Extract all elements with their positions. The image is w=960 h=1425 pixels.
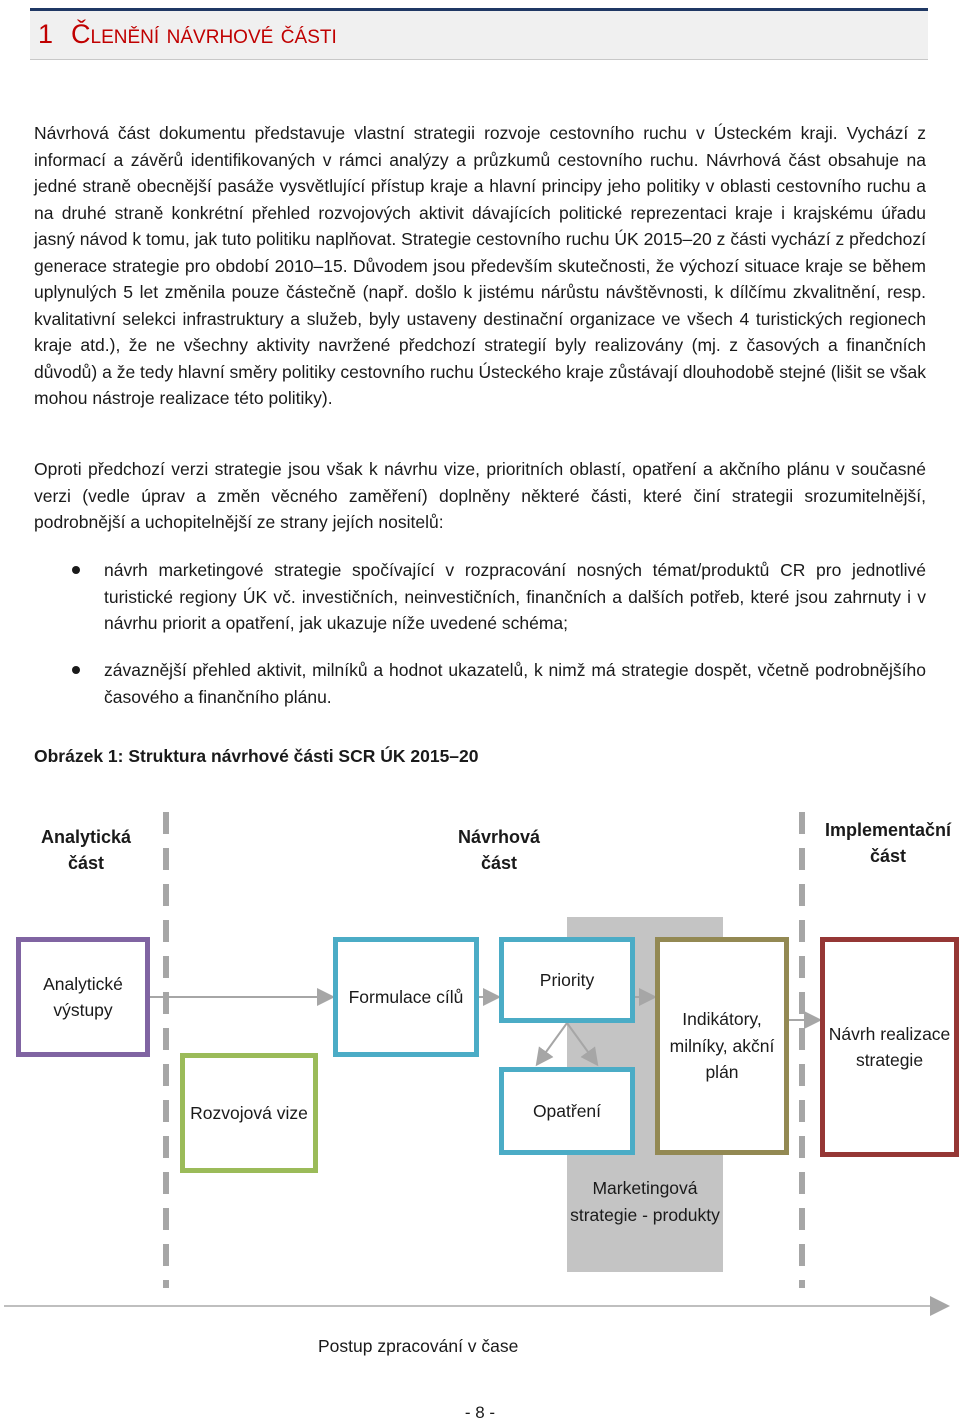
box-indicators (655, 937, 789, 1155)
arrow-priority-to-measures-left (538, 1023, 567, 1063)
phase-label-implementation: Implementační část (824, 820, 952, 866)
box-analytic-outputs (16, 937, 150, 1057)
box-measures (499, 1067, 635, 1155)
phase-label-analytic: Analytická část (40, 827, 132, 873)
section-number: 1 (38, 19, 54, 49)
page-number: - 8 - (464, 1403, 496, 1422)
marketing-strategy-label: Marketingová strategie - produkty (570, 1178, 720, 1225)
bullet-item-marketing: návrh marketingové strategie spočívající v rozpracování nosných témat/produktů CR pro jednotlivé turistické regiony ÚK vč. investičních, neinvestičních, finančních a dalších potřeb, které jsou zahrnuty i v návrhu priorit a opatření, jak ukazuje níže uvedené schéma; (104, 560, 926, 633)
box-realization-label: Návrh realizace strategie (828, 1023, 951, 1070)
figure-caption: Obrázek 1: Struktura návrhové části SCR ÚK 2015–20 (34, 746, 479, 766)
box-analytic-outputs-label: Analytické výstupy (43, 973, 123, 1020)
timeline-label: Postup zpracování v čase (318, 1336, 519, 1356)
phase-label-design: Návrhová část (457, 827, 541, 873)
intro-paragraph: Návrhová část dokumentu představuje vlastní strategii rozvoje cestovního ruchu v Ústeckém kraji. Vychází z informací a závěrů identifikovaných v rámci analýzy a průzkumů cestovního ruchu. Návrhová část obsahuje na jedné straně obecnější pasáže vysvětlující přístup kraje a hlavní principy jeho politiky v oblasti cestovního ruchu a na druhé straně konkrétní přehled rozvojových aktivit dávajících politické reprezentaci kraje i krajskému úřadu jasný návod k tomu, jak tuto politiku naplňovat. Strategie cestovního ruchu ÚK 2015–20 z části vychází z předchozí generace strategie pro období 2010–15. Důvodem jsou především skutečnosti, že výchozí situace kraje se během uplynulých 5 let změnila pouze částečně (např. došlo k jistému nárůstu návštěvnosti, k dílčímu zkvalitnění, resp. kvalitativní selekci infrastruktury a služeb, byly ustaveny destinační organizace ve všech 4 turistických regionech kraje atd.), že ne všechny aktivity navržené předchozí strategií byly realizovány (mj. z časových a finančních důvodů) a že tedy hlavní směry politiky cestovního ruchu Ústeckého kraje zůstávají dlouhodobě stejné (lišit se však mohou nástroje realizace této politiky). (34, 123, 926, 408)
box-goal-formulation (333, 937, 479, 1057)
box-priority (499, 937, 635, 1023)
bullet-item-activities: závaznější přehled aktivit, milníků a hodnot ukazatelů, k nimž má strategie dospět, včetně podrobnějšího časového a finančního plánu. (104, 660, 926, 707)
box-development-vision (180, 1053, 318, 1173)
box-goal-formulation-label: Formulace cílů (348, 986, 464, 1007)
box-realization (820, 937, 959, 1157)
arrow-priority-to-measures-right (567, 1023, 596, 1063)
box-measures-label: Opatření (532, 1100, 602, 1121)
box-priority-label: Priority (539, 969, 595, 990)
box-development-vision-label: Rozvojová vize (190, 1102, 308, 1123)
box-indicators-label: Indikátory, milníky, akční plán (669, 1009, 775, 1083)
section-title: Členění návrhové části (71, 19, 337, 49)
second-paragraph: Oproti předchozí verzi strategie jsou však k návrhu vize, prioritních oblastí, opatření a akčního plánu v současné verzi (vedle úprav a změn věcného zaměření) doplněny některé části, které činí strategii srozumitelnější, podrobnější a uchopitelnější ze strany jejích nositelů: (34, 459, 926, 532)
